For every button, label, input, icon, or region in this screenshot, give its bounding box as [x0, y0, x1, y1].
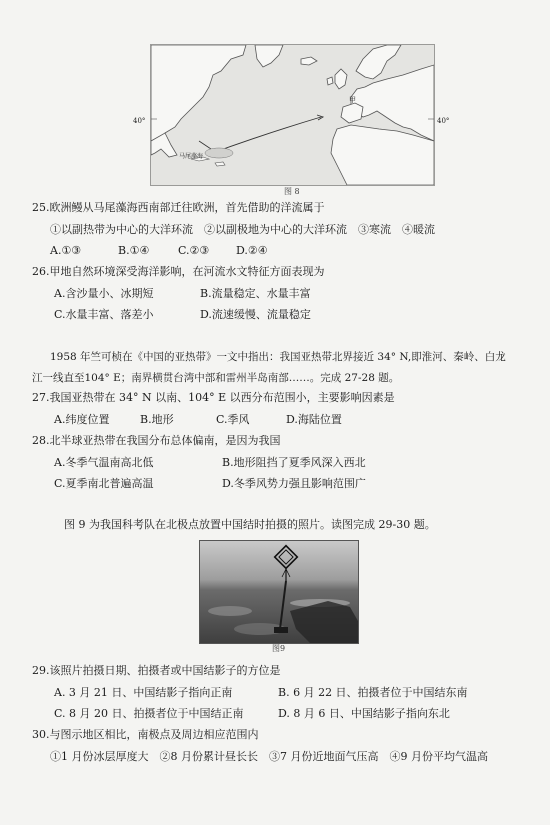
q26-option-c: C.水量丰富、落差小: [54, 308, 154, 321]
passage-27-28-line2: 江一线直至104° E；南界横贯台湾中部和雷州半岛南部……。完成 27-28 题。: [32, 372, 400, 384]
q25-items: ①以副热带为中心的大洋环流 ②以副极地为中心的大洋环流 ③寒流 ④暖流: [50, 223, 435, 236]
figure-8-map: [133, 44, 450, 186]
chinese-knot-icon: [275, 546, 298, 581]
q25-option-d: D.②④: [236, 244, 268, 257]
sargasso-sea-label: 马尾藻海: [179, 153, 204, 160]
q30-items: ①1 月份冰层厚度大 ②8 月份累计昼长长 ③7 月份近地面气压高 ④9 月份平均气温高: [50, 750, 488, 763]
q25-option-c: C.②③: [178, 244, 210, 257]
north-pole-photo-graphic: [200, 541, 358, 643]
q29-option-b: B. 6 月 22 日、拍摄者位于中国结东南: [278, 686, 468, 699]
figure-9-caption: 图9: [272, 644, 286, 653]
q28-option-d: D.冬季风势力强且影响范围广: [222, 477, 366, 490]
q30-stem: 30.与图示地区相比，南极点及周边相应范围内: [32, 728, 259, 741]
longitude-label-west: 40°: [133, 117, 146, 125]
atlantic-map-graphic: [151, 45, 434, 185]
q27-stem: 27.我国亚热带在 34° N 以南、104° E 以西分布范围小，主要影响因素是: [32, 391, 395, 404]
longitude-label-east: 40°: [437, 117, 450, 125]
q25-stem: 25.欧洲鳗从马尾藻海西南部迁往欧洲，首先借助的洋流属于: [32, 201, 325, 214]
passage-27-28-line1: 1958 年竺可桢在《中国的亚热带》一文中指出：我国亚热带北界接近 34° N,即淮河、秦岭、白龙: [50, 351, 506, 363]
passage-29-30: 图 9 为我国科考队在北极点放置中国结时拍摄的照片。读图完成 29-30 题。: [64, 518, 436, 531]
figure-8-caption: 图 8: [284, 187, 300, 196]
q26-option-d: D.流速缓慢、流量稳定: [200, 308, 311, 321]
q29-option-a: A. 3 月 21 日、中国结影子指向正南: [54, 686, 233, 699]
q29-stem: 29.该照片拍摄日期、拍摄者或中国结影子的方位是: [32, 664, 281, 677]
q29-option-c: C. 8 月 20 日、拍摄者位于中国结正南: [54, 707, 244, 720]
q25-option-a: A.①③: [50, 244, 82, 257]
q27-option-c: C.季风: [216, 413, 250, 426]
q28-option-a: A.冬季气温南高北低: [54, 456, 154, 469]
q26-option-b: B.流量稳定、水量丰富: [200, 287, 311, 300]
q29-option-d: D. 8 月 6 日、中国结影子指向东北: [278, 707, 450, 720]
q26-option-a: A.含沙量小、冰期短: [54, 287, 154, 300]
q28-stem: 28.北半球亚热带在我国分布总体偏南，是因为我国: [32, 434, 281, 447]
q27-option-d: D.海陆位置: [286, 413, 342, 426]
q27-option-b: B.地形: [140, 413, 174, 426]
q26-stem: 26.甲地自然环境深受海洋影响，在河流水文特征方面表现为: [32, 265, 325, 278]
location-jia-label: 甲: [349, 96, 356, 104]
figure-9-photo: [199, 540, 359, 644]
q28-option-c: C.夏季南北普遍高温: [54, 477, 154, 490]
q27-option-a: A.纬度位置: [54, 413, 110, 426]
q28-option-b: B.地形阻挡了夏季风深入西北: [222, 456, 366, 469]
q25-option-b: B.①④: [118, 244, 150, 257]
